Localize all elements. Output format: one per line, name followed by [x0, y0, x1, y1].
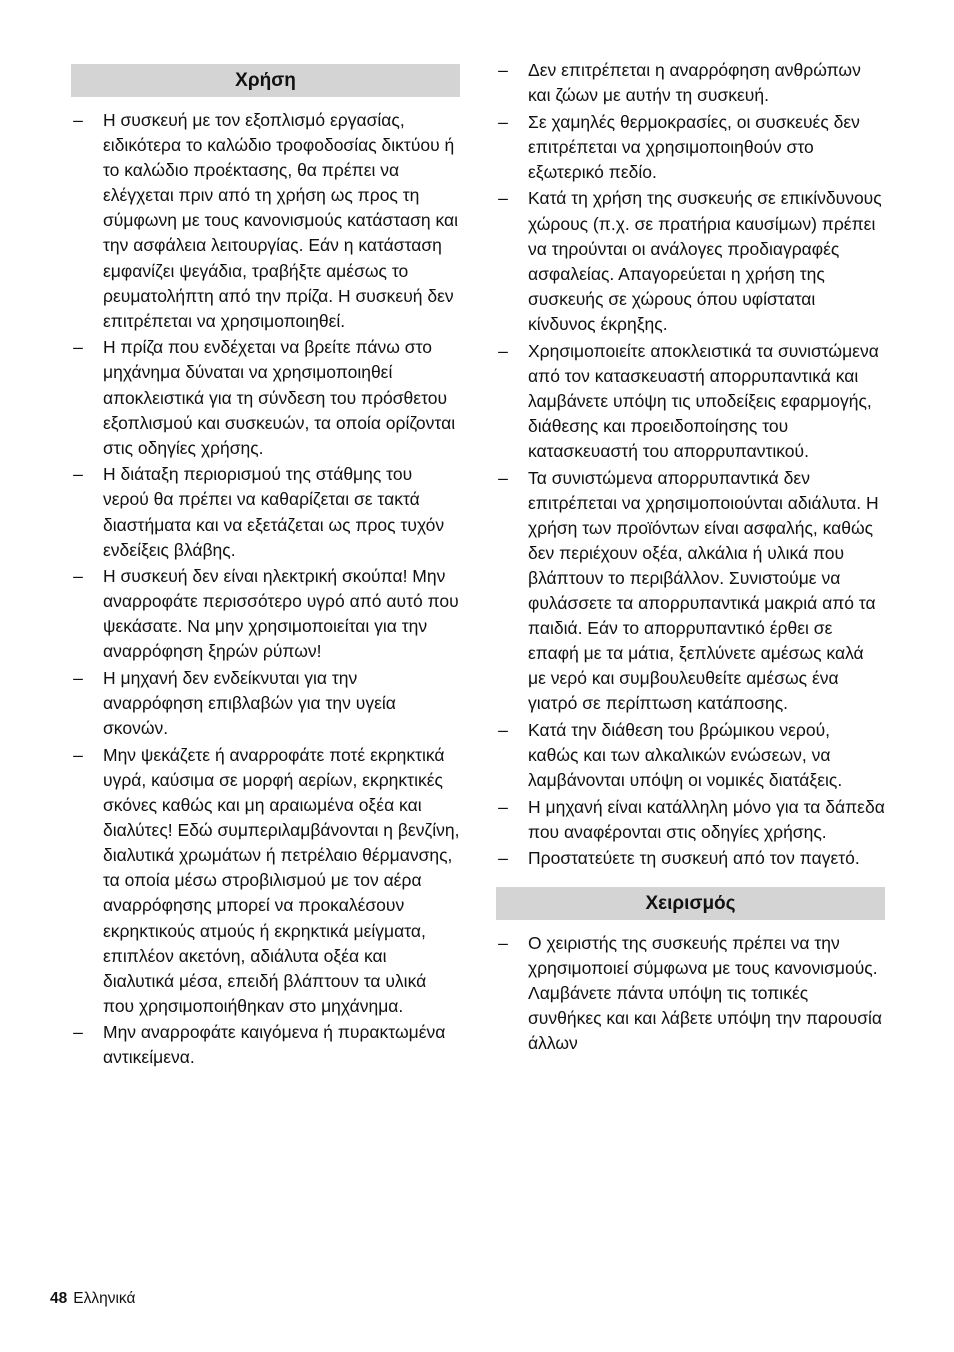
section-heading-usage: Χρήση [71, 64, 460, 97]
bullet-dash: – [73, 464, 83, 485]
bullet-dash: – [498, 60, 508, 80]
list-item-text: Η συσκευή δεν είναι ηλεκτρική σκούπα! Μην αναρροφάτε περισσότερο υγρό από αυτό που ψεκάσατε. Να μην χρησιμοποιείται για την αναρρόφηση ξηρών ρύπων! [103, 566, 459, 662]
bullet-dash: – [498, 340, 508, 361]
list-item-text: Ο χειριστής της συσκευής πρέπει να την χρησιμοποιεί σύμφωνα με τους κανονισμούς. Λαμβάνετε πάντα υπόψη τις τοπικές συνθήκες και και λάβετε υπόψη την παρουσία άλλων [528, 932, 882, 1053]
list-item-text: Η μηχανή είναι κατάλληλη μόνο για τα δάπεδα που αναφέρονται στις οδηγίες χρήσης. [528, 796, 885, 842]
bullet-dash: – [73, 1022, 83, 1043]
bullet-dash: – [498, 111, 508, 132]
list-item-text: Προστατεύετε τη συσκευή από τον παγετό. [528, 848, 860, 869]
list-item-text: Σε χαμηλές θερμοκρασίες, οι συσκευές δεν επιτρέπεται να χρησιμοποιηθούν στο εξωτερικό πεδίο. [528, 111, 860, 182]
list-item [71, 666, 460, 741]
list-item [71, 462, 460, 562]
page-footer [50, 1290, 135, 1308]
left-column [71, 58, 460, 1072]
list-item [496, 110, 885, 185]
bullet-dash: – [73, 744, 83, 765]
list-item [71, 1020, 460, 1070]
section-heading-operation: Χειρισμός [496, 887, 885, 920]
footer-language: Ελληνικά [73, 1290, 136, 1307]
list-item-text: Χρησιμοποιείτε αποκλειστικά τα συνιστώμενα από τον κατασκευαστή απορρυπαντικά και λαμβάνετε υπόψη τις υποδείξεις εφαρμογής, διάθεσης και προειδοποίησης του κατασκευαστή του απορρυπαντικού. [528, 340, 879, 461]
operation-list [496, 931, 885, 1056]
bullet-dash: – [498, 719, 508, 740]
list-item-text: Κατά την διάθεση του βρώμικου νερού, καθώς και των αλκαλικών ενώσεων, να λαμβάνονται υπόψη οι νομικές διατάξεις. [528, 719, 843, 791]
list-item [496, 466, 885, 717]
list-item-text: Η πρίζα που ενδέχεται να βρείτε πάνω στο μηχάνημα δύναται να χρησιμοποιηθεί αποκλειστικά για τη σύνδεση του πρόσθετου εξοπλισμού και συσκευών, τα οποία ορίζονται στις οδηγίες χρήσης. [103, 337, 456, 458]
list-item [71, 564, 460, 664]
right-column [496, 58, 885, 1057]
bullet-dash: – [73, 566, 83, 587]
bullet-dash: – [498, 932, 508, 953]
list-item-text: Κατά τη χρήση της συσκευής σε επικίνδυνους χώρους (π.χ. σε πρατήρια καυσίμων) πρέπει να τηρούνται οι ανάλογες προδιαγραφές ασφαλείας. Απαγορεύεται η χρήση της συσκευής σε χώρους όπου υφίσταται κίνδυνος έκρηξης. [528, 188, 882, 334]
list-item [71, 335, 460, 460]
list-item [496, 186, 885, 337]
list-item-text: Μην αναρροφάτε καιγόμενα ή πυρακτωμένα αντικείμενα. [103, 1022, 446, 1068]
list-item [71, 108, 460, 334]
bullet-dash: – [73, 668, 83, 689]
list-item-text: Τα συνιστώμενα απορρυπαντικά δεν επιτρέπεται να χρησιμοποιούνται αδιάλυτα. Η χρήση των προϊόντων είναι ασφαλής, καθώς δεν περιέχουν οξέα, αλκάλια ή υλικά που βλάπτουν το περιβάλλον. Συνιστούμε να φυλάσσετε τα απορρυπαντικά μακριά από τα παιδιά. Εάν το απορρυπαντικό έρθει σε επαφή με τα μάτια, ξεπλύνετε αμέσως καλά με νερό και συμβουλευθείτε αμέσως ένα γιατρό σε περίπτωση κατάποσης. [528, 467, 879, 714]
bullet-dash: – [498, 188, 508, 209]
list-item [496, 846, 885, 871]
list-item-text: Η διάταξη περιορισμού της στάθμης του νερού θα πρέπει να καθαρίζεται σε τακτά διαστήματα και να εξετάζεται ως προς τυχόν ενδείξεις βλάβης. [103, 464, 445, 560]
list-item-text: Η συσκευή με τον εξοπλισμό εργασίας, ειδικότερα το καλώδιο τροφοδοσίας δικτύου ή το καλώδιο προέκτασης, θα πρέπει να ελέγχεται πριν από τη χρήση ως προς τη σύμφωνη με τους κανονισμούς κατάσταση και την ασφάλεια λειτουργίας. Εάν η κατάσταση εμφανίζει ψεγάδια, τραβήξτε αμέσως το ρευματολήπτη από την πρίζα. Η συσκευή δεν επιτρέπεται να χρησιμοποιηθεί. [103, 110, 459, 331]
page-number: 48 [50, 1290, 68, 1307]
list-item [496, 718, 885, 793]
list-item [71, 743, 460, 1019]
usage-list-continued [496, 58, 885, 872]
list-item [496, 795, 885, 845]
bullet-dash: – [498, 467, 508, 488]
bullet-dash: – [73, 337, 83, 358]
list-item-text: Η μηχανή δεν ενδείκνυται για την αναρρόφηση επιβλαβών για την υγεία σκονών. [103, 668, 396, 739]
bullet-dash: – [498, 848, 508, 869]
bullet-dash: – [73, 110, 83, 130]
list-item [496, 931, 885, 1056]
list-item [496, 58, 885, 108]
list-item-text: Δεν επιτρέπεται η αναρρόφηση ανθρώπων και ζώων με αυτήν τη συσκευή. [528, 60, 861, 106]
list-item [496, 339, 885, 464]
bullet-dash: – [498, 796, 508, 817]
list-item-text: Μην ψεκάζετε ή αναρροφάτε ποτέ εκρηκτικά υγρά, καύσιμα σε μορφή αερίων, εκρηκτικές σκόνες καθώς και μη αραιωμένα οξέα και διαλύτες! Εδώ συμπεριλαμβάνονται η βενζίνη, διαλυτικά χρωμάτων ή πετρέλαιο θέρμανσης, τα οποία μέσω στροβιλισμού με τον αέρα αναρρόφησης μπορεί να προκαλέσουν εκρηκτικούς ατμούς ή εκρηκτικά μείγματα, επιπλέον ακετόνη, αδιάλυτα οξέα και διαλυτικά μέσα, επειδή βλάπτουν τα υλικά που χρησιμοποιήθηκαν στο μηχάνημα. [103, 744, 460, 1016]
usage-list [71, 108, 460, 1071]
